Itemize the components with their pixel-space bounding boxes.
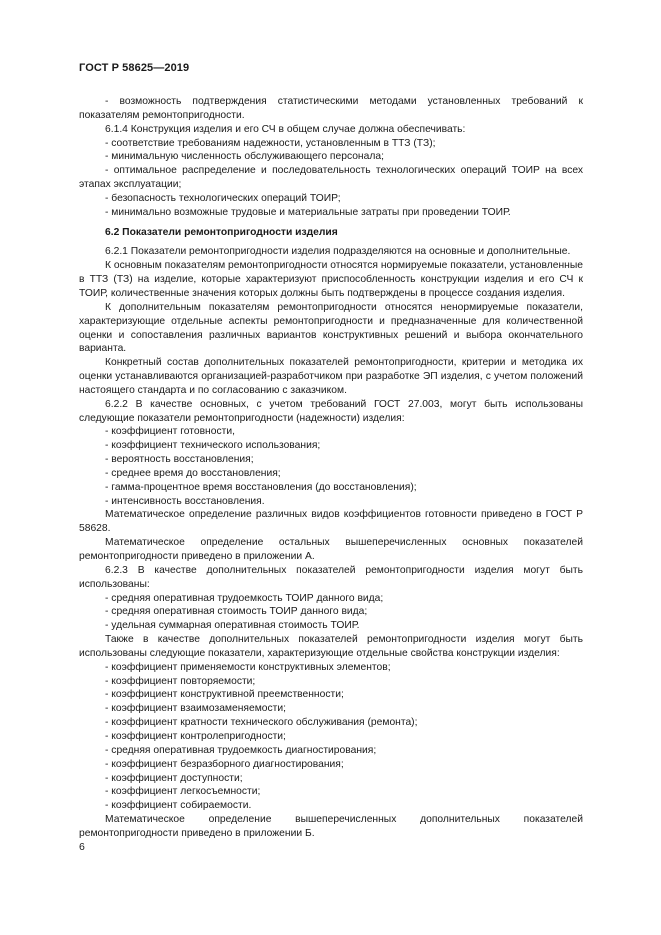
list-item: - минимально возможные трудовые и материальные затраты при проведении ТОИР. [105, 206, 511, 218]
list-item: - коэффициент готовности, [105, 426, 235, 438]
paragraph: 6.2.2 В качестве основных, с учетом требований ГОСТ 27.003, могут быть использованы следующие показатели ремонтопригодности (надежности) изделия: [79, 398, 583, 424]
list-item: - минимальную численность обслуживающего персонала; [105, 151, 384, 163]
list-item: - коэффициент контролепригодности; [105, 730, 286, 742]
list-item: - среднее время до восстановления; [105, 467, 281, 479]
list-item: - коэффициент доступности; [105, 772, 243, 784]
list-item: - вероятность восстановления; [105, 454, 254, 466]
list-item: - гамма-процентное время восстановления (до восстановления); [105, 481, 417, 493]
list-item: - коэффициент повторяемости; [105, 675, 256, 687]
list-item: - коэффициент безразборного диагностирования; [105, 758, 344, 770]
paragraph: К основным показателям ремонтопригодности относятся нормируемые показатели, установленные в ТТЗ (ТЗ) на изделие, которые характеризуют приспособленность конструкции изделия и его СЧ к ТОИР, количественные значения которых должны быть подтверждены в процессе создания изделия. [79, 260, 583, 299]
document-header: ГОСТ Р 58625—2019 [79, 62, 190, 74]
paragraph: Математическое определение различных видов коэффициентов готовности приведено в ГОСТ Р 58628. [79, 509, 583, 535]
list-item: - коэффициент конструктивной преемственности; [105, 689, 344, 701]
page-number: 6 [79, 841, 85, 853]
paragraph: 6.2.1 Показатели ремонтопригодности изделия подразделяются на основные и дополнительные. [105, 246, 571, 258]
paragraph: Математическое определение вышеперечисленных дополнительных показателей ремонтопригодности приведено в приложении Б. [79, 814, 583, 839]
list-item: - средняя оперативная трудоемкость диагностирования; [105, 744, 377, 756]
list-item: - коэффициент легкосъемности; [105, 786, 261, 798]
list-item: - интенсивность восстановления. [105, 495, 265, 507]
list-item: - соответствие требованиям надежности, установленным в ТТЗ (ТЗ); [105, 137, 436, 149]
paragraph: Также в качестве дополнительных показателей ремонтопригодности изделия могут быть использованы следующие показатели, характеризующие отдельные свойства конструкции изделия: [79, 634, 583, 659]
list-item: - коэффициент кратности технического обслуживания (ремонта); [105, 717, 418, 729]
list-item: - средняя оперативная трудоемкость ТОИР данного вида; [105, 592, 384, 604]
section-heading: 6.2 Показатели ремонтопригодности изделия [105, 226, 338, 238]
paragraph: - возможность подтверждения статистическими методами установленных требований к показателям ремонтопригодности. [79, 96, 583, 121]
document-body [79, 95, 583, 841]
list-item: - коэффициент взаимозаменяемости; [105, 703, 286, 715]
paragraph: 6.2.3 В качестве дополнительных показателей ремонтопригодности изделия могут быть использованы: [79, 564, 583, 590]
paragraph: - оптимальное распределение и последовательность технологических операций ТОИР на всех этапах эксплуатации; [79, 165, 583, 191]
list-item: - средняя оперативная стоимость ТОИР данного вида; [105, 606, 368, 618]
list-item: - безопасность технологических операций ТОИР; [105, 192, 341, 204]
list-item: - коэффициент собираемости. [105, 800, 252, 812]
list-item: - коэффициент технического использования; [105, 440, 321, 452]
list-item: - коэффициент применяемости конструктивных элементов; [105, 661, 391, 673]
paragraph: К дополнительным показателям ремонтопригодности относятся ненормируемые показатели, характеризующие отдельные аспекты ремонтопригодности и предназначенные для количественной оценки и сопоставления различных вариантов конструктивных решений и выбора окончательного варианта. [79, 301, 583, 355]
paragraph: Конкретный состав дополнительных показателей ремонтопригодности, критерии и методика их оценки устанавливаются организацией-разработчиком при разработке ЭП изделия, с учетом положений настоящего стандарта и по согласованию с заказчиком. [79, 357, 583, 396]
list-item: - удельная суммарная оперативная стоимость ТОИР. [105, 620, 360, 632]
paragraph: Математическое определение остальных вышеперечисленных основных показателей ремонтопригодности приведено в приложении А. [79, 537, 583, 562]
paragraph: 6.1.4 Конструкция изделия и его СЧ в общем случае должна обеспечивать: [105, 123, 466, 135]
